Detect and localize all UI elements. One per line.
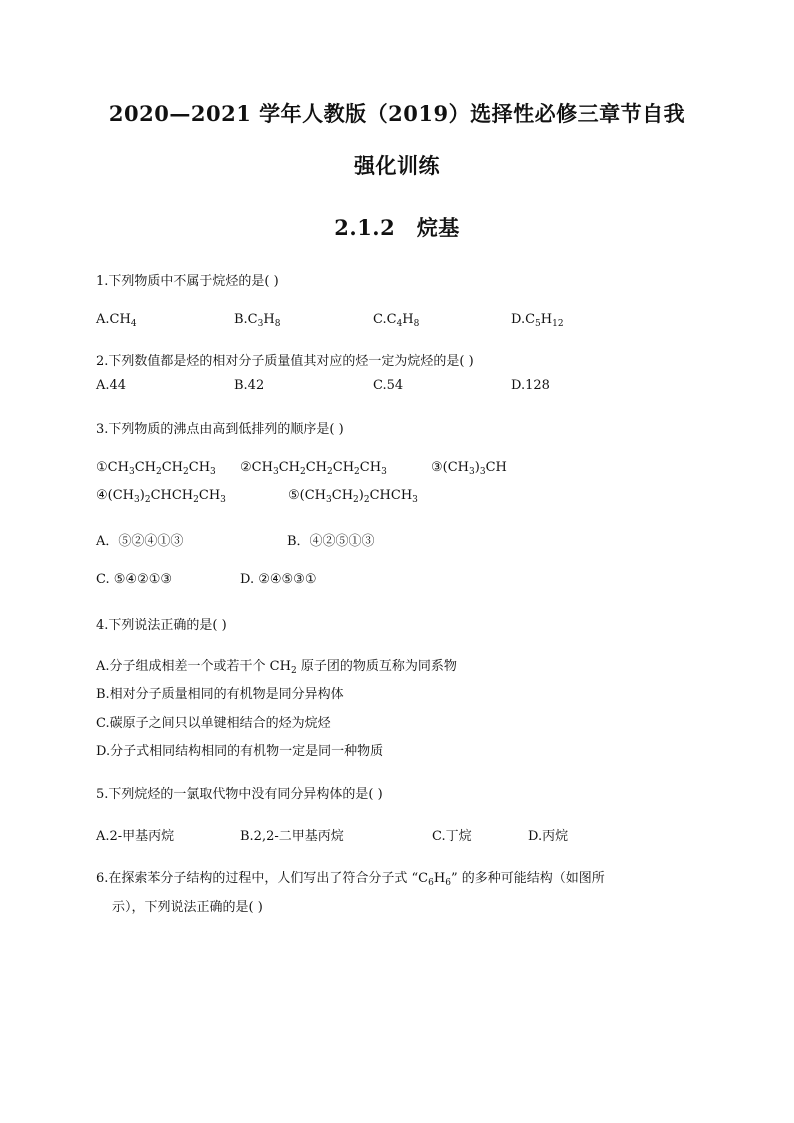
question-3-stem: 3.下列物质的沸点由高到低排列的顺序是( ) xyxy=(96,422,344,437)
q5-option-c: C.丁烷 xyxy=(432,829,472,844)
q5-option-b: B.2,2-二甲基丙烷 xyxy=(240,829,344,844)
q3-option-b: B．④②⑤①③ xyxy=(287,534,375,549)
question-6-stem-line1: 6.在探索苯分子结构的过程中，人们写出了符合分子式 “$C_6H_6$” 的多种可能结构（如图所 xyxy=(96,871,605,888)
q4-option-b: B.相对分子质量相同的有机物是同分异构体 xyxy=(96,687,344,702)
q4-option-a: A.分子组成相差一个或若干个 $CH_2$ 原子团的物质互称为同系物 xyxy=(96,659,457,676)
q3-option-a: A．⑤②④①③ xyxy=(96,534,184,549)
q3-option-c: C. ⑤④②①③ xyxy=(96,572,173,587)
q2-option-c: C.54 xyxy=(373,378,404,393)
q5-option-a: A.2-甲基丙烷 xyxy=(96,829,175,844)
question-4-stem: 4.下列说法正确的是( ) xyxy=(96,618,227,633)
q1-option-a: $A.CH_4$ xyxy=(96,312,137,329)
q3-item-2: $②CH_3CH_2CH_2CH_2CH_3$ xyxy=(240,460,387,477)
q2-option-a: A.44 xyxy=(96,378,127,393)
q3-item-5: $⑤(CH_3CH_2)_2CHCH_3$ xyxy=(288,488,418,505)
q3-item-3: $③(CH_3)_3CH$ xyxy=(431,460,507,477)
question-5-stem: 5.下列烷烃的一氯取代物中没有同分异构体的是( ) xyxy=(96,787,383,802)
q3-item-1: $①CH_3CH_2CH_2CH_3$ xyxy=(96,460,216,477)
question-1-stem: 1.下列物质中不属于烷烃的是( ) xyxy=(96,274,279,289)
q2-option-d: D.128 xyxy=(511,378,550,393)
q2-option-b: B.42 xyxy=(234,378,265,393)
document-title-line1: 2020—2021 学年人教版（2019）选择性必修三章节自我 xyxy=(108,101,686,126)
q1-option-c: $C.C_4H_8$ xyxy=(373,312,420,329)
document-title-line2: 强化训练 xyxy=(354,153,440,178)
q1-option-d: $D.C_5H_{12}$ xyxy=(511,312,564,329)
q3-item-4: $④(CH_3)_2CHCH_2CH_3$ xyxy=(96,488,226,505)
q5-option-d: D.丙烷 xyxy=(528,829,569,844)
q4-option-c: C.碳原子之间只以单键相结合的烃为烷烃 xyxy=(96,716,331,731)
q4-option-d: D.分子式相同结构相同的有机物一定是同一种物质 xyxy=(96,744,384,759)
section-title: 2.1.2 烷基 xyxy=(334,215,460,240)
question-6-stem-line2: 示），下列说法正确的是( ) xyxy=(112,900,263,915)
q1-option-b: $B.C_3H_8$ xyxy=(234,312,281,329)
question-2-stem: 2.下列数值都是烃的相对分子质量值其对应的烃一定为烷烃的是( ) xyxy=(96,354,474,369)
q3-option-d: D. ②④⑤③① xyxy=(240,572,317,587)
